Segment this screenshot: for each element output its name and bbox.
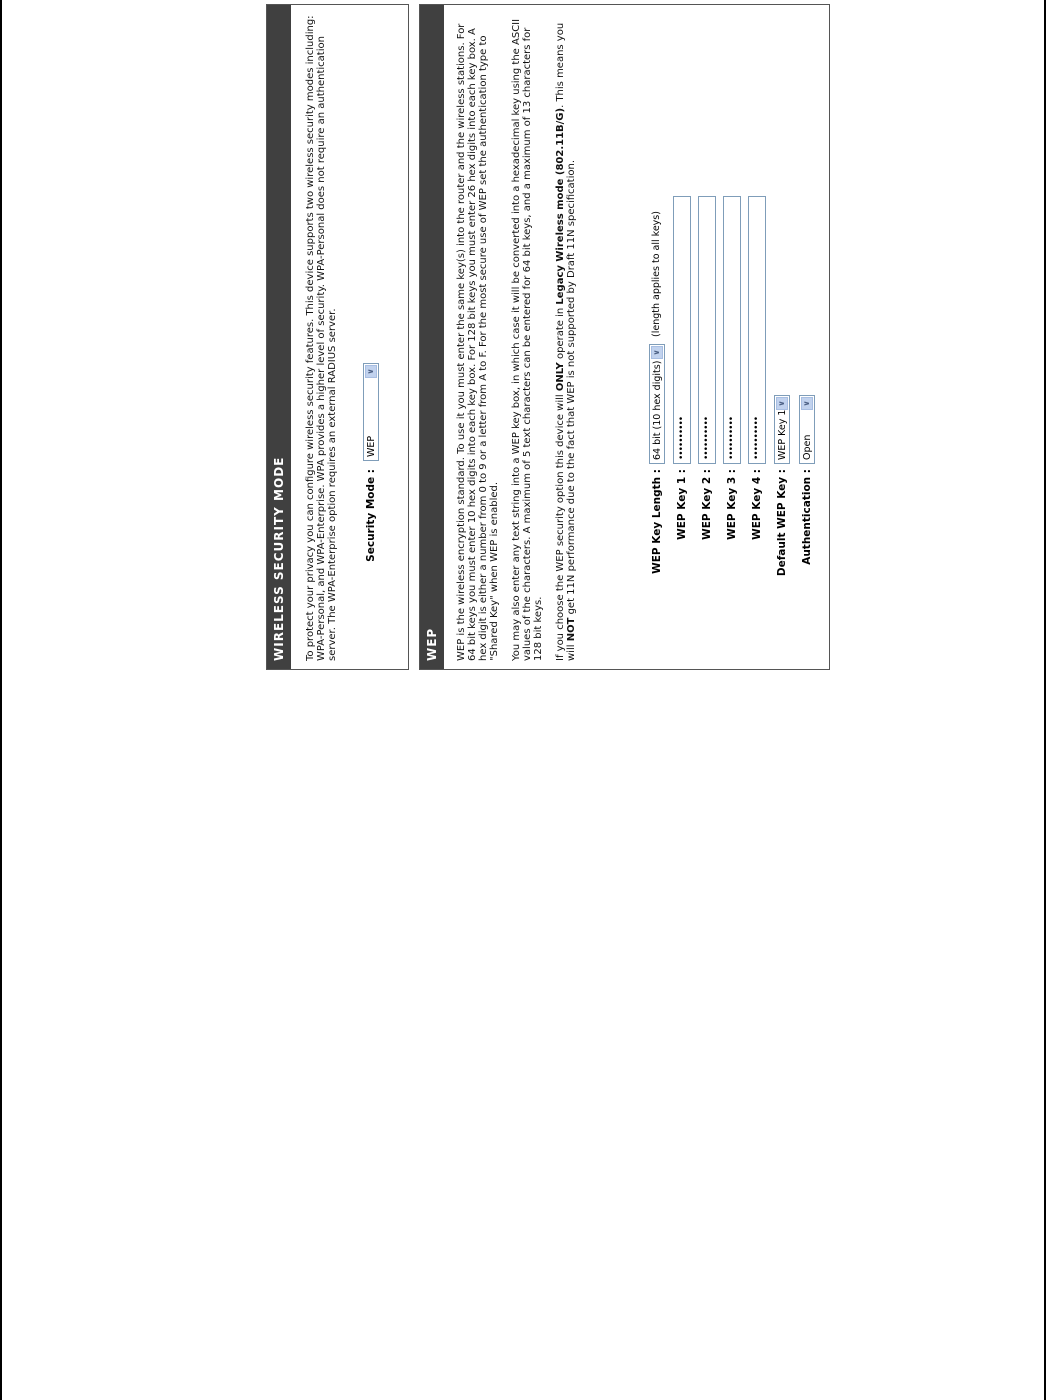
authentication-label: Authentication : bbox=[801, 469, 813, 565]
wep-key-length-label: WEP Key Length : bbox=[651, 469, 663, 574]
wep-key-2-label: WEP Key 2 : bbox=[701, 469, 713, 540]
wep-key-2-row bbox=[697, 9, 717, 669]
wep-paragraph-1: WEP is the wireless encryption standard. To use it you must enter the same key(s) into the router and the wireless stations. For 64 bit keys you must enter 10 hex digits into each key box. For 128 bit keys you must enter 26 hex digits into each key box. A hex digit is either a number from 0 to 9 or a letter from A to F. For the most secure use of WEP set the authentication type to "Shared Key" when WEP is enabled. bbox=[456, 23, 500, 661]
wep-key-3-row bbox=[722, 9, 742, 669]
authentication-value: Open bbox=[802, 434, 813, 460]
default-wep-key-row bbox=[772, 9, 792, 669]
wep-title: WEP bbox=[420, 5, 444, 669]
authentication-row bbox=[797, 9, 817, 669]
wep-key-length-row bbox=[647, 9, 667, 669]
wep-paragraph-2: You may also enter any text string into a WEP key box, in which case it will be converted into a hexadecimal key using the ASCII values of the characters. A maximum of 5 text characters can be entered for 64 bit keys, and a maximum of 13 characters for 128 bit keys. bbox=[511, 18, 544, 661]
wep-key-1-input[interactable]: •••••••••• bbox=[673, 196, 691, 464]
wep-key-length-select[interactable] bbox=[649, 344, 665, 464]
security-mode-select[interactable] bbox=[363, 363, 379, 461]
chevron-down-icon: ∨ bbox=[801, 397, 813, 410]
security-mode-description: To protect your privacy you can configure wireless security features. This device supports two wireless security modes including: WPA-Personal, and WPA-Enterprise. WPA provides a higher level of security. WPA-Personal does not require an authentication server. The WPA-Enterprise option requires an external RADIUS server. bbox=[305, 15, 338, 661]
rotated-settings-page bbox=[266, 2, 832, 670]
page-border-left bbox=[0, 0, 2, 1400]
wep-key-4-input[interactable]: •••••••••• bbox=[748, 196, 766, 464]
wep-key-3-label: WEP Key 3 : bbox=[726, 469, 738, 540]
default-wep-key-value: WEP Key 1 bbox=[777, 409, 788, 460]
authentication-select[interactable] bbox=[799, 395, 815, 464]
wep-paragraph-3: If you choose the WEP security option this device will ONLY operate in Legacy Wireless mode (802.11B/G). This means you will NOT get 11N performance due to the fact that WEP is not supported by Draft 11N specification. bbox=[555, 22, 577, 661]
page-border-right bbox=[1044, 0, 1046, 1400]
wep-key-length-value: 64 bit (10 hex digits) bbox=[652, 360, 663, 460]
security-mode-panel bbox=[266, 4, 409, 670]
chevron-down-icon: ∨ bbox=[365, 365, 377, 378]
security-mode-title: WIRELESS SECURITY MODE bbox=[267, 5, 291, 669]
default-wep-key-label: Default WEP Key : bbox=[776, 469, 788, 577]
security-mode-label: Security Mode : bbox=[365, 469, 377, 562]
wep-key-1-label: WEP Key 1 : bbox=[676, 469, 688, 540]
wep-panel bbox=[419, 4, 830, 670]
security-mode-value: WEP bbox=[366, 435, 377, 457]
wep-key-4-row bbox=[747, 9, 767, 669]
chevron-down-icon: ∨ bbox=[776, 397, 788, 410]
wep-key-length-note: (length applies to all keys) bbox=[651, 211, 662, 337]
wep-key-1-row bbox=[672, 9, 692, 669]
chevron-down-icon: ∨ bbox=[651, 346, 663, 359]
wep-key-2-input[interactable]: •••••••••• bbox=[698, 196, 716, 464]
wep-key-4-label: WEP Key 4 : bbox=[751, 469, 763, 540]
default-wep-key-select[interactable] bbox=[774, 395, 790, 464]
wep-key-3-input[interactable]: •••••••••• bbox=[723, 196, 741, 464]
